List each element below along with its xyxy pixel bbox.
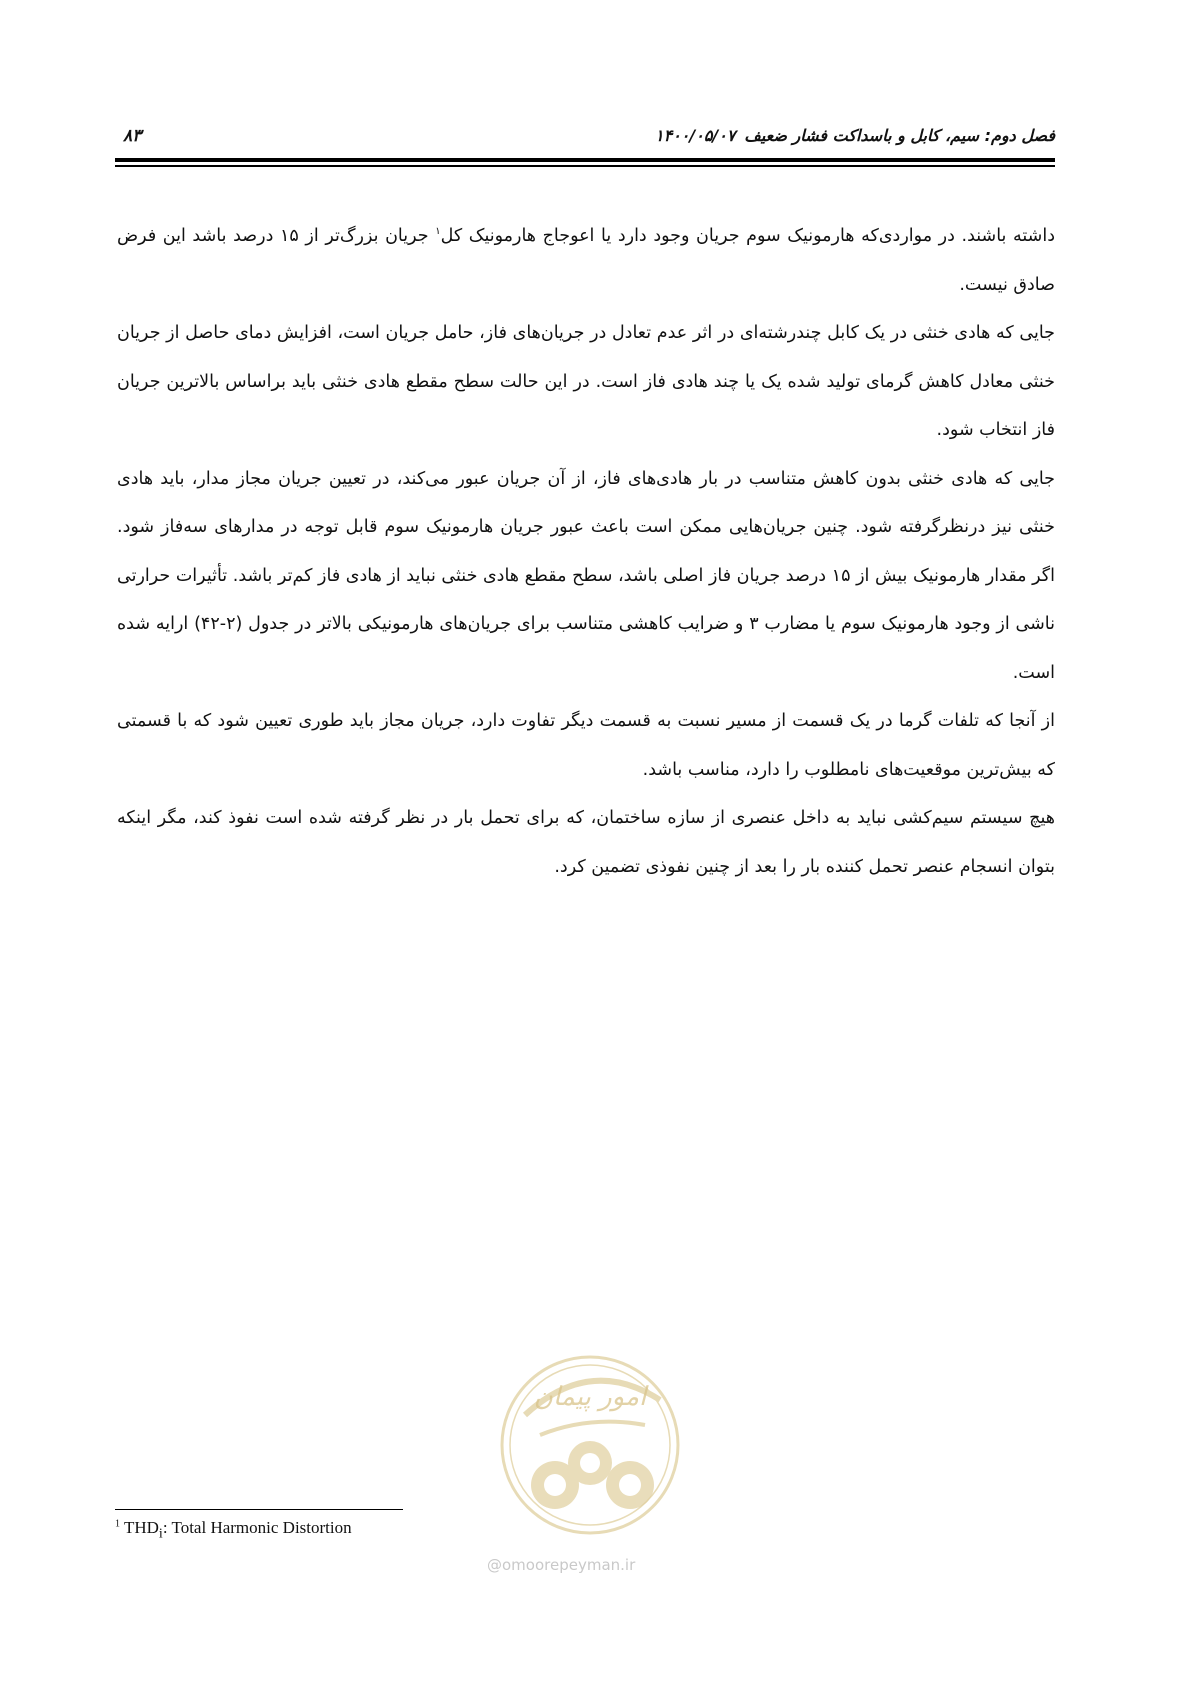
footnote-reference: ۱ bbox=[435, 226, 441, 238]
watermark-logo-text: امور پیمان bbox=[533, 1382, 647, 1412]
watermark-url: @omoorepeyman.ir bbox=[487, 1556, 636, 1574]
header-rule-thick bbox=[115, 158, 1055, 162]
header-rule-thin bbox=[115, 165, 1055, 167]
paragraph-1-start: داشته باشند. در مواردی‌که هارمونیک سوم جریان وجود دارد یا اعوجاج هارمونیک کل bbox=[440, 226, 1055, 246]
footnote-separator bbox=[115, 1509, 403, 1510]
page-number: ۸۳ bbox=[123, 126, 142, 146]
footnote-subscript: i bbox=[158, 1525, 163, 1542]
footnote-text: : Total Harmonic Distortion bbox=[162, 1518, 352, 1537]
paragraph-1-end: جریان بزرگ‌تر از ۱۵ درصد باشد این فرض صادق نیست. bbox=[117, 226, 1055, 295]
footnote bbox=[115, 1518, 352, 1542]
paragraph-1 bbox=[117, 212, 1055, 309]
watermark-seal-icon bbox=[485, 1345, 705, 1555]
chapter-title: فصل دوم: سیم، کابل و باسداکت فشار ضعیف bbox=[744, 126, 1055, 145]
footnote-number: 1 bbox=[115, 1518, 120, 1530]
paragraph-5: هیچ سیستم سیم‌کشی نباید به داخل عنصری از سازه ساختمان، که برای تحمل بار در نظر گرفته شده است نفوذ کند، مگر اینکه بتوان انسجام عنصر تحمل کننده بار را بعد از چنین نفوذی تضمین کرد. bbox=[117, 808, 1055, 877]
footnote-abbrev: THD bbox=[123, 1518, 159, 1537]
paragraph-2: جایی که هادی خنثی در یک کابل چندرشته‌ای در اثر عدم تعادل در جریان‌های فاز، حامل جریان است، افزایش دمای حاصل از جریان خنثی معادل کاهش گرمای تولید شده یک یا چند هادی فاز است. در این حالت سطح مقطع هادی خنثی باید براساس بالاترین جریان فاز انتخاب شود. bbox=[117, 323, 1055, 440]
watermark-logo bbox=[485, 1345, 705, 1555]
paragraph-4: از آنجا که تلفات گرما در یک قسمت از مسیر نسبت به قسمت دیگر تفاوت دارد، جریان مجاز باید طوری تعیین شود که با قسمتی که بیش‌ترین موقعیت‌های نامطلوب را دارد، مناسب باشد. bbox=[117, 711, 1055, 780]
page-header bbox=[115, 126, 1055, 152]
paragraph-3: جایی که هادی خنثی بدون کاهش متناسب در بار هادی‌های فاز، از آن جریان عبور می‌کند، در تعیین جریان مجاز مدار، باید هادی خنثی نیز درنظرگرفته شود. چنین جریان‌هایی ممکن است باعث عبور جریان هارمونیک سوم قابل توجه در مدارهای سه‌فاز شود. اگر مقدار هارمونیک بیش از ۱۵ درصد جریان فاز اصلی باشد، سطح مقطع هادی خنثی نباید از هادی فاز کم‌تر باشد. تأثیرات حرارتی ناشی از وجود هارمونیک سوم یا مضارب ۳ و ضرایب کاهشی متناسب برای جریان‌های هارمونیکی بالاتر در جدول (۲-۴۲) ارایه شده است. bbox=[117, 468, 1055, 683]
body-text bbox=[117, 212, 1055, 891]
header-date: ۱۴۰۰/۰۵/۰۷ bbox=[655, 126, 736, 145]
